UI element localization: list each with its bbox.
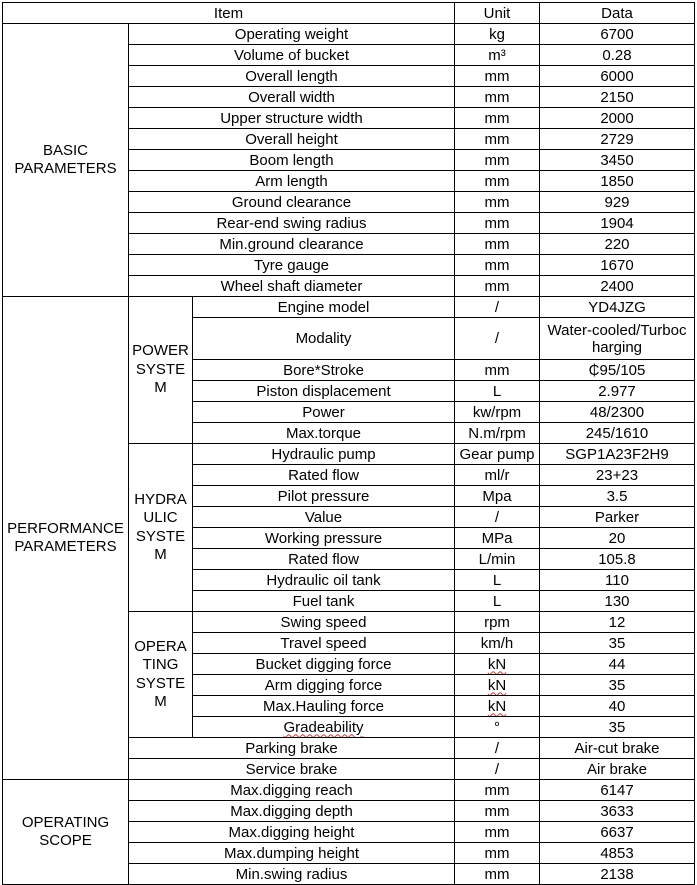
value-cell: 1850 — [540, 171, 695, 192]
unit-cell: kw/rpm — [455, 402, 540, 423]
value-cell: Parker — [540, 507, 695, 528]
item-cell: Max.torque — [193, 423, 455, 444]
unit-cell: mm — [455, 255, 540, 276]
item-cell: Max.digging height — [129, 822, 455, 843]
unit-cell: mm — [455, 108, 540, 129]
item-cell: Overall length — [129, 66, 455, 87]
item-cell: Bore*Stroke — [193, 360, 455, 381]
unit-cell: / — [455, 318, 540, 360]
item-cell: Ground clearance — [129, 192, 455, 213]
value-cell: 20 — [540, 528, 695, 549]
unit-cell: mm — [455, 192, 540, 213]
performance-parameters-label: PERFORMANCE PARAMETERS — [3, 297, 129, 780]
value-cell: YD4JZG — [540, 297, 695, 318]
unit-cell: kN — [455, 696, 540, 717]
value-cell: 105.8 — [540, 549, 695, 570]
item-cell: Bucket digging force — [193, 654, 455, 675]
item-cell: Arm digging force — [193, 675, 455, 696]
header-unit: Unit — [455, 3, 540, 24]
item-cell: Engine model — [193, 297, 455, 318]
value-cell: 35 — [540, 717, 695, 738]
item-cell: Pilot pressure — [193, 486, 455, 507]
unit-cell: L — [455, 381, 540, 402]
item-cell: Max.digging reach — [129, 780, 455, 801]
unit-cell: ° — [455, 717, 540, 738]
item-cell: Hydraulic pump — [193, 444, 455, 465]
item-cell: Modality — [193, 318, 455, 360]
unit-cell: MPa — [455, 528, 540, 549]
unit-cell: L/min — [455, 549, 540, 570]
item-cell: Tyre gauge — [129, 255, 455, 276]
item-cell: Upper structure width — [129, 108, 455, 129]
unit-cell: / — [455, 738, 540, 759]
item-cell: Wheel shaft diameter — [129, 276, 455, 297]
value-cell: 2138 — [540, 864, 695, 885]
unit-cell: / — [455, 297, 540, 318]
unit-cell: Gear pump — [455, 444, 540, 465]
value-cell: Water-cooled/Turboc harging — [540, 318, 695, 360]
value-cell: 1904 — [540, 213, 695, 234]
item-cell: Min.ground clearance — [129, 234, 455, 255]
unit-cell: km/h — [455, 633, 540, 654]
value-cell: 1670 — [540, 255, 695, 276]
value-cell: 12 — [540, 612, 695, 633]
value-cell: Air brake — [540, 759, 695, 780]
unit-cell: mm — [455, 822, 540, 843]
item-cell: Rated flow — [193, 549, 455, 570]
value-cell: 2.977 — [540, 381, 695, 402]
value-cell: 40 — [540, 696, 695, 717]
basic-parameters-label: BASIC PARAMETERS — [3, 24, 129, 297]
item-cell: Fuel tank — [193, 591, 455, 612]
unit-cell: mm — [455, 213, 540, 234]
unit-cell: N.m/rpm — [455, 423, 540, 444]
value-cell: 6637 — [540, 822, 695, 843]
value-cell: 44 — [540, 654, 695, 675]
hydraulic-system-label: HYDRA ULIC SYSTE M — [129, 444, 193, 612]
item-cell: Power — [193, 402, 455, 423]
value-cell: 2000 — [540, 108, 695, 129]
value-cell: 220 — [540, 234, 695, 255]
item-cell: Arm length — [129, 171, 455, 192]
item-cell: Swing speed — [193, 612, 455, 633]
value-cell: 929 — [540, 192, 695, 213]
value-cell: 130 — [540, 591, 695, 612]
unit-cell: / — [455, 507, 540, 528]
item-cell: Service brake — [129, 759, 455, 780]
unit-cell: mm — [455, 360, 540, 381]
item-cell: Min.swing radius — [129, 864, 455, 885]
value-cell: 110 — [540, 570, 695, 591]
value-cell: 6147 — [540, 780, 695, 801]
item-cell: Gradeability — [193, 717, 455, 738]
unit-cell: kN — [455, 675, 540, 696]
item-cell: Boom length — [129, 150, 455, 171]
unit-cell: mm — [455, 87, 540, 108]
header-row — [3, 3, 695, 24]
unit-cell: mm — [455, 129, 540, 150]
item-cell: Travel speed — [193, 633, 455, 654]
item-cell: Volume of bucket — [129, 45, 455, 66]
unit-cell: / — [455, 759, 540, 780]
item-cell: Hydraulic oil tank — [193, 570, 455, 591]
item-cell: Rear-end swing radius — [129, 213, 455, 234]
item-cell: Max.Hauling force — [193, 696, 455, 717]
power-system-label: POWER SYSTE M — [129, 297, 193, 444]
item-cell: Overall height — [129, 129, 455, 150]
table-row — [3, 780, 695, 801]
table-row — [3, 24, 695, 45]
spec-table-container — [2, 2, 695, 885]
value-cell: Air-cut brake — [540, 738, 695, 759]
value-cell: 6700 — [540, 24, 695, 45]
item-cell: Rated flow — [193, 465, 455, 486]
unit-cell: mm — [455, 171, 540, 192]
unit-cell: mm — [455, 66, 540, 87]
value-cell: 35 — [540, 633, 695, 654]
value-cell: 0.28 — [540, 45, 695, 66]
item-cell: Operating weight — [129, 24, 455, 45]
unit-cell: mm — [455, 864, 540, 885]
unit-cell: mm — [455, 801, 540, 822]
unit-cell: L — [455, 570, 540, 591]
unit-cell: mm — [455, 234, 540, 255]
table-row — [3, 297, 695, 318]
value-cell: 3450 — [540, 150, 695, 171]
unit-cell: m³ — [455, 45, 540, 66]
unit-cell: mm — [455, 780, 540, 801]
unit-cell: Mpa — [455, 486, 540, 507]
spec-table-body — [3, 3, 695, 885]
header-data: Data — [540, 3, 695, 24]
unit-cell: mm — [455, 843, 540, 864]
unit-cell: kN — [455, 654, 540, 675]
item-cell: Max.digging depth — [129, 801, 455, 822]
unit-cell: L — [455, 591, 540, 612]
operating-system-label: OPERA TING SYSTE M — [129, 612, 193, 738]
value-cell: 3.5 — [540, 486, 695, 507]
value-cell: 48/2300 — [540, 402, 695, 423]
item-cell: Working pressure — [193, 528, 455, 549]
item-cell: Overall width — [129, 87, 455, 108]
value-cell: 35 — [540, 675, 695, 696]
value-cell: 6000 — [540, 66, 695, 87]
header-item: Item — [3, 3, 455, 24]
item-cell: Value — [193, 507, 455, 528]
unit-cell: kg — [455, 24, 540, 45]
value-cell: 2729 — [540, 129, 695, 150]
item-cell: Piston displacement — [193, 381, 455, 402]
unit-cell: ml/r — [455, 465, 540, 486]
value-cell: 2400 — [540, 276, 695, 297]
item-cell: Max.dumping height — [129, 843, 455, 864]
value-cell: 2150 — [540, 87, 695, 108]
value-cell: 23+23 — [540, 465, 695, 486]
unit-cell: mm — [455, 276, 540, 297]
operating-scope-label: OPERATING SCOPE — [3, 780, 129, 885]
unit-cell: rpm — [455, 612, 540, 633]
spec-table — [2, 2, 695, 885]
value-cell: 3633 — [540, 801, 695, 822]
unit-cell: mm — [455, 150, 540, 171]
item-cell: Parking brake — [129, 738, 455, 759]
value-cell: 4853 — [540, 843, 695, 864]
value-cell: ₵95/105 — [540, 360, 695, 381]
value-cell: SGP1A23F2H9 — [540, 444, 695, 465]
value-cell: 245/1610 — [540, 423, 695, 444]
